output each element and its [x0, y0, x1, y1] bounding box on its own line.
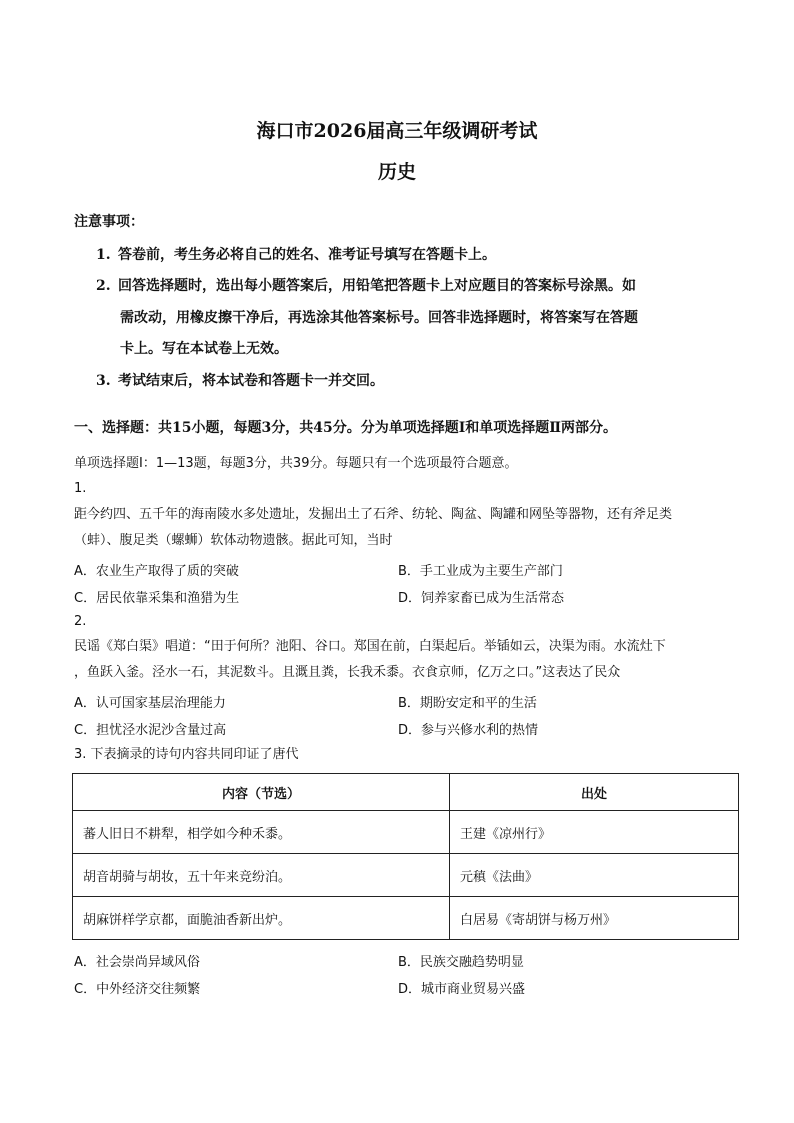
notice-heading: 注意事项：	[74, 214, 144, 230]
exam-subject: 历史	[377, 161, 416, 183]
option-c: C．中外经济交往频繁	[74, 982, 201, 997]
option-c: C．居民依靠采集和渔猎为生	[74, 591, 240, 606]
section-heading: 一、选择题：共15小题，每题3分，共45分。分为单项选择题Ⅰ和单项选择题Ⅱ两部分。	[74, 420, 618, 436]
notice-item-number: 3.	[96, 373, 111, 389]
table-row	[73, 897, 739, 940]
table-header-content: 内容（节选）	[73, 774, 450, 811]
notice-item-number: 2.	[96, 278, 111, 294]
notice-item-text: 答卷前，考生务必将自己的姓名、准考证号填写在答题卡上。	[118, 247, 496, 263]
option-a: A．认可国家基层治理能力	[74, 696, 226, 711]
option-c: C．担忧泾水泥沙含量过高	[74, 723, 227, 738]
question-stem-line: （蚌）、腹足类（螺蛳）软体动物遗骸。据此可知，当时	[74, 533, 393, 548]
table-row	[73, 854, 739, 897]
option-b: B．手工业成为主要生产部门	[398, 564, 563, 579]
notice-item-3	[96, 366, 384, 397]
exam-title: 海口市2026届高三年级调研考试	[256, 120, 538, 142]
notice-item-text: 回答选择题时，选出每小题答案后，用铅笔把答题卡上对应题目的答案标号涂黑。如	[118, 278, 636, 294]
option-a: A．农业生产取得了质的突破	[74, 564, 239, 579]
notice-item-2	[96, 271, 636, 302]
table-cell-content: 胡音胡骑与胡妆，五十年来竞纷泊。	[73, 854, 450, 897]
notice-item-2-line-2: 需改动，用橡皮擦干净后，再选涂其他答案标号。回答非选择题时，将答案写在答题	[120, 310, 638, 326]
notice-item-2-line-3: 卡上。写在本试卷上无效。	[120, 341, 288, 357]
poetry-table	[72, 773, 739, 940]
table-cell-source: 白居易《寄胡饼与杨万州》	[450, 897, 739, 940]
table-cell-source: 元稹《法曲》	[450, 854, 739, 897]
notice-item-1	[96, 240, 496, 271]
table-cell-source: 王建《凉州行》	[450, 811, 739, 854]
notice-item-number: 1.	[96, 247, 111, 263]
option-b: B．民族交融趋势明显	[398, 955, 524, 970]
question-number: 1.	[74, 481, 87, 496]
option-d: D．城市商业贸易兴盛	[398, 982, 526, 997]
option-d: D．参与兴修水利的热情	[398, 723, 539, 738]
table-row	[73, 811, 739, 854]
table-header-source: 出处	[450, 774, 739, 811]
table-header-row	[73, 774, 739, 811]
table-cell-content: 胡麻饼样学京都，面脆油香新出炉。	[73, 897, 450, 940]
question-stem-line: 距今约四、五千年的海南陵水多处遗址，发掘出土了石斧、纺轮、陶盆、陶罐和网坠等器物，还有斧足类	[74, 507, 673, 522]
option-d: D．饲养家畜已成为生活常态	[398, 591, 565, 606]
option-a: A．社会崇尚异域风俗	[74, 955, 200, 970]
table-cell-content: 蕃人旧日不耕犁，相学如今种禾黍。	[73, 811, 450, 854]
question-number: 2.	[74, 614, 87, 629]
notice-item-text: 考试结束后，将本试卷和答题卡一并交回。	[118, 373, 384, 389]
section-sub-intro: 单项选择题Ⅰ：1—13题，每题3分，共39分。每题只有一个选项最符合题意。	[74, 456, 518, 471]
question-stem-line: ，鱼跃入釜。泾水一石，其泥数斗。且溉且粪，长我禾黍。衣食京师，亿万之口。”这表达了民众	[74, 665, 621, 680]
question-stem-line: 民谣《郑白渠》唱道：“田于何所？池阳、谷口。郑国在前，白渠起后。举锸如云，决渠为雨。水流灶下	[74, 639, 666, 654]
option-b: B．期盼安定和平的生活	[398, 696, 537, 711]
question-stem-line: 3. 下表摘录的诗句内容共同印证了唐代	[74, 747, 299, 762]
